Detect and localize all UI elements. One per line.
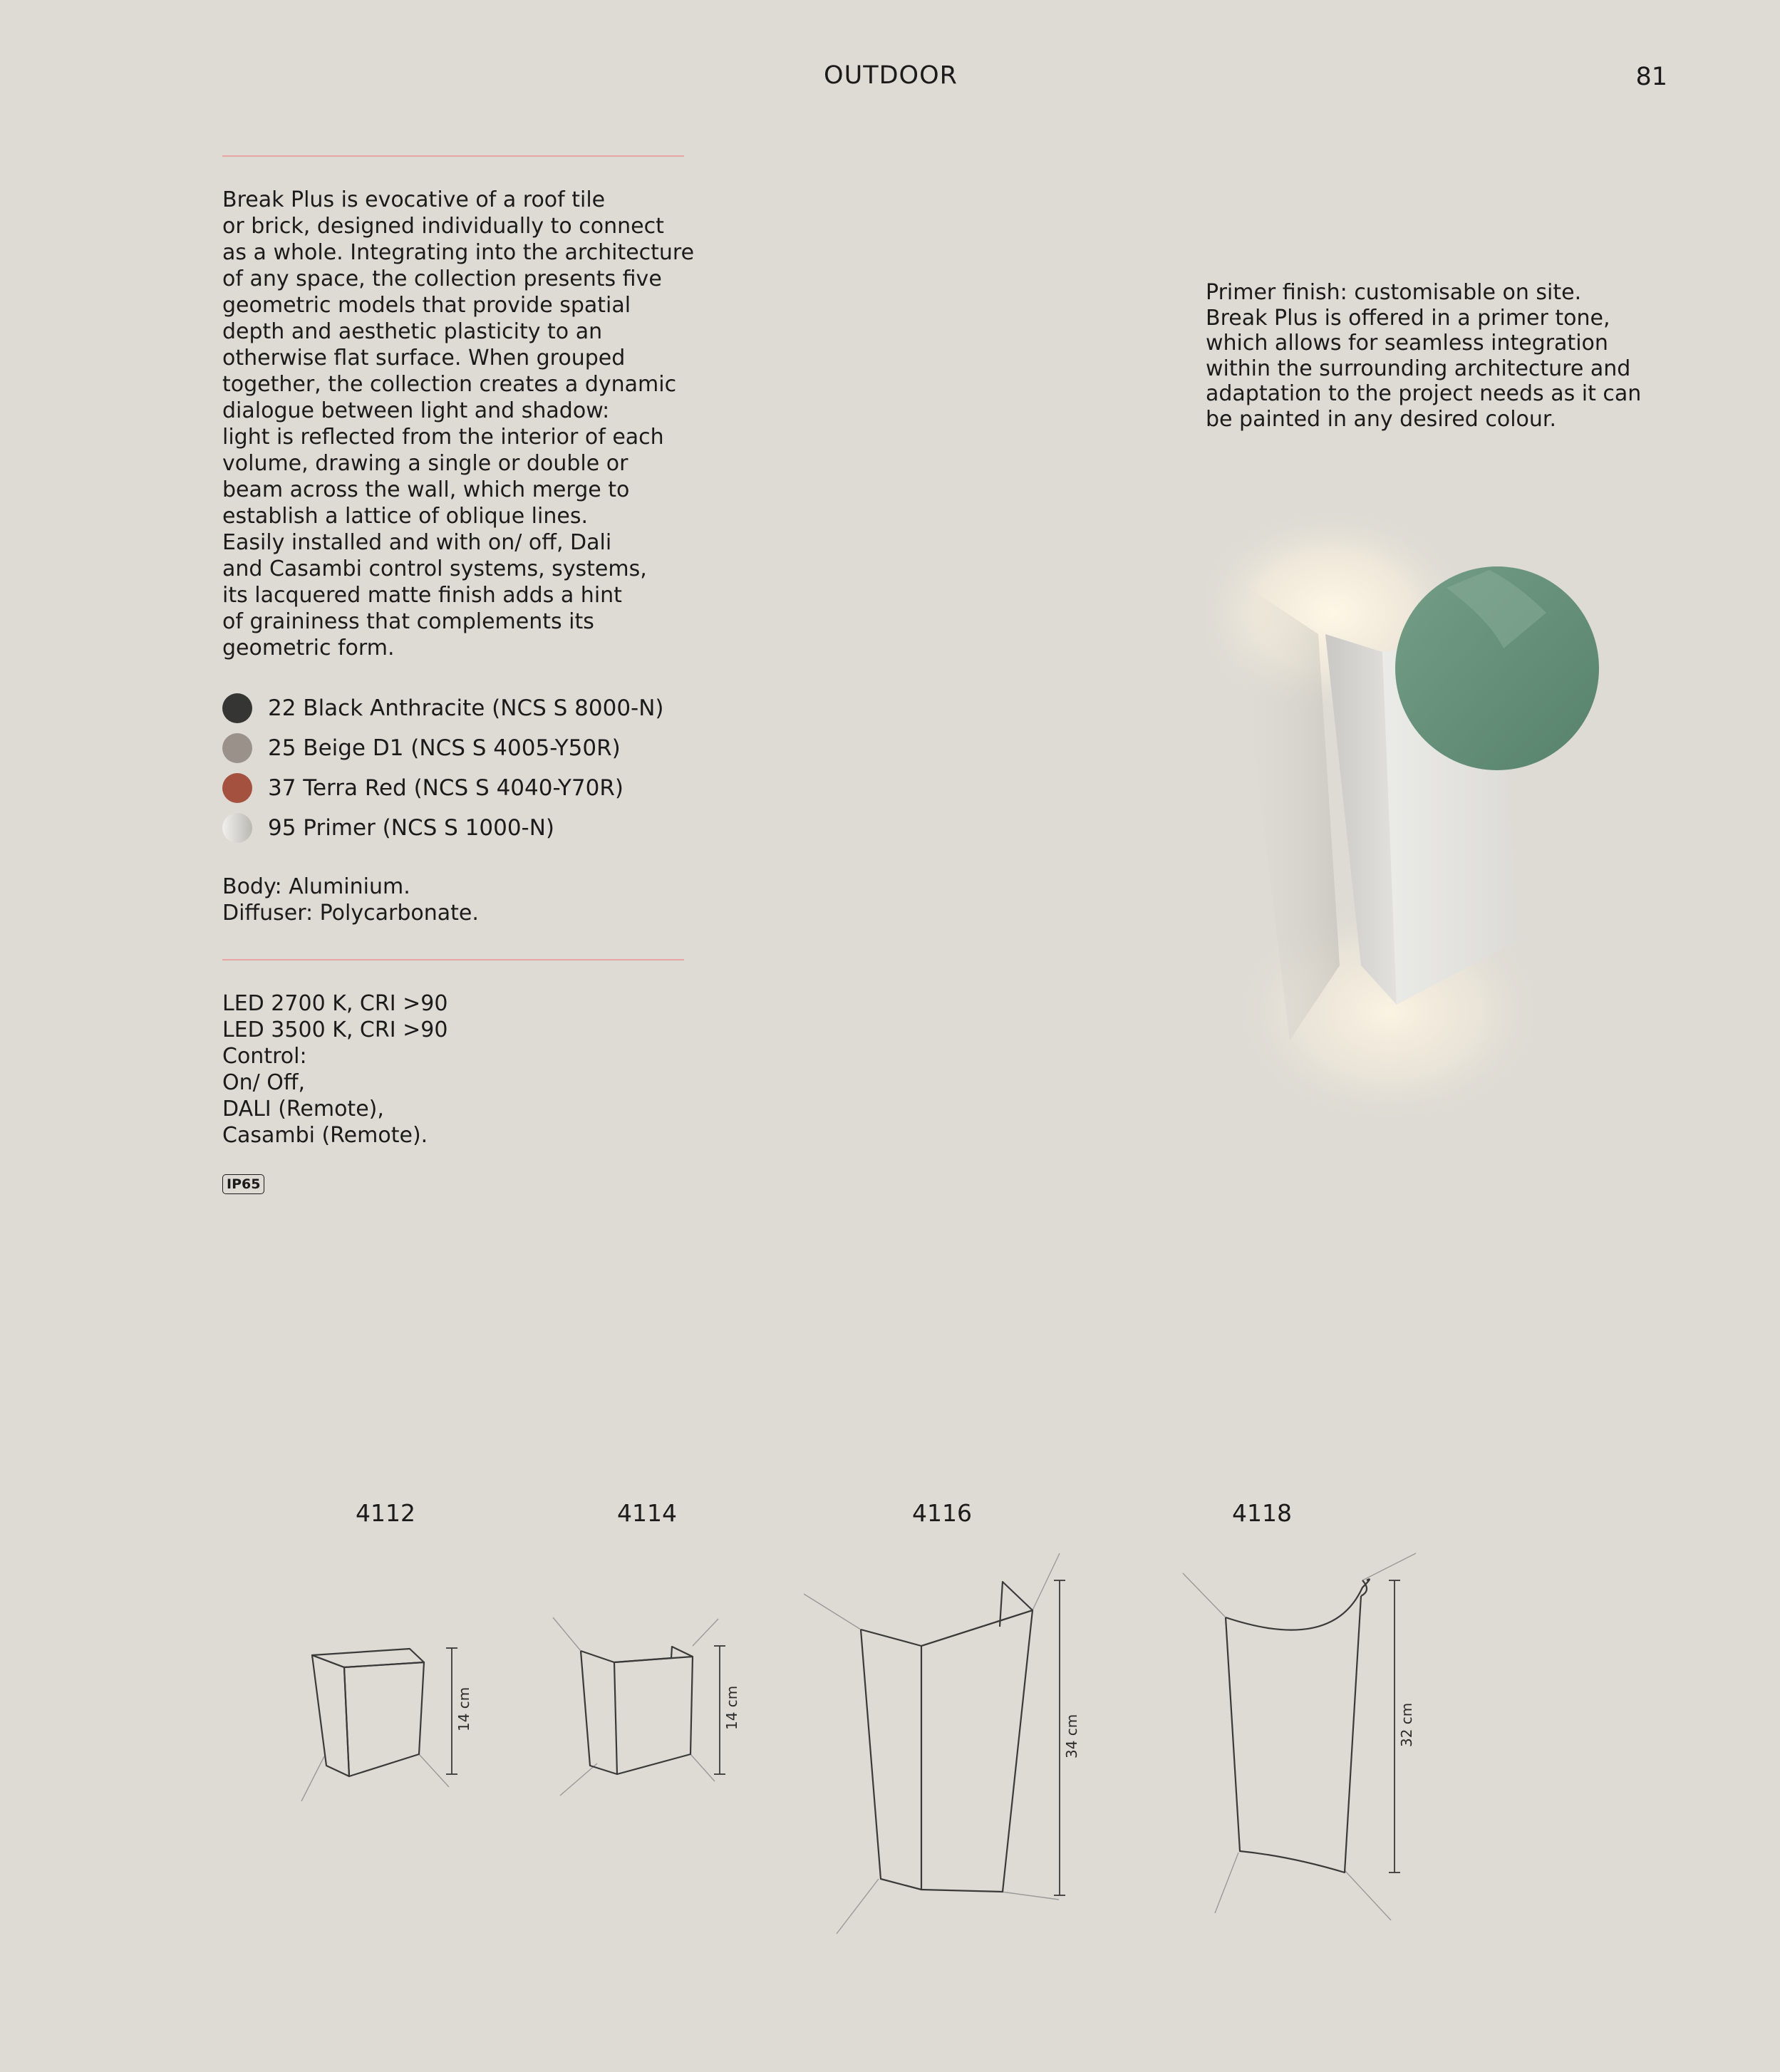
finish-item: [222, 728, 721, 768]
primer-line: which allows for seamless integration: [1206, 331, 1608, 356]
drawing-4116: [804, 1553, 1080, 1934]
finish-item: [222, 768, 721, 808]
spec-line: LED 2700 K, CRI >90: [222, 991, 448, 1016]
ip-rating-badge: IP65: [222, 1174, 264, 1194]
page-number: 81: [1635, 63, 1667, 91]
finish-swatch: [222, 773, 252, 803]
model-code: 4112: [356, 1499, 415, 1527]
intro-paragraph: [222, 187, 693, 661]
intro-line: and Casambi control systems, systems,: [222, 556, 647, 581]
spec-line: LED 3500 K, CRI >90: [222, 1017, 448, 1042]
finish-label: 37 Terra Red (NCS S 4040-Y70R): [268, 775, 623, 801]
material-diffuser: Diffuser: Polycarbonate.: [222, 901, 479, 926]
finish-item: [222, 808, 721, 848]
intro-line: light is reflected from the interior of each: [222, 425, 664, 450]
model-code: 4114: [617, 1499, 677, 1527]
materials-block: [222, 874, 479, 926]
spec-line: On/ Off,: [222, 1070, 306, 1095]
intro-line: as a whole. Integrating into the architecture: [222, 240, 695, 265]
product-hero-illustration: [1204, 499, 1646, 1140]
spec-line: Control:: [222, 1044, 307, 1069]
intro-line: Break Plus is evocative of a roof tile: [222, 187, 606, 212]
accent-divider-bottom: [222, 959, 684, 960]
dimension-label: 14 cm: [723, 1685, 740, 1730]
accent-divider-top: [222, 155, 684, 157]
material-body: Body: Aluminium.: [222, 874, 410, 899]
intro-line: Easily installed and with on/ off, Dali: [222, 530, 612, 555]
intro-line: of any space, the collection presents five: [222, 266, 662, 291]
drawing-4112: [301, 1648, 472, 1801]
intro-line: together, the collection creates a dynamic: [222, 372, 677, 397]
intro-line: geometric models that provide spatial: [222, 293, 631, 318]
spec-line: Casambi (Remote).: [222, 1123, 428, 1148]
primer-line: Primer finish: customisable on site.: [1206, 280, 1582, 305]
intro-line: dialogue between light and shadow:: [222, 398, 610, 423]
primer-paragraph: [1206, 280, 1669, 432]
finish-label: 22 Black Anthracite (NCS S 8000-N): [268, 695, 664, 721]
finish-label: 95 Primer (NCS S 1000-N): [268, 815, 555, 841]
dimension-label: 34 cm: [1063, 1714, 1080, 1758]
intro-line: depth and aesthetic plasticity to an: [222, 319, 603, 344]
intro-line: geometric form.: [222, 636, 395, 661]
finish-swatch: [222, 693, 252, 723]
intro-line: otherwise flat surface. When grouped: [222, 346, 626, 371]
dimension-label: 32 cm: [1398, 1702, 1415, 1747]
spec-line: DALI (Remote),: [222, 1097, 384, 1122]
drawing-4114: [553, 1617, 740, 1796]
intro-line: establish a lattice of oblique lines.: [222, 504, 588, 529]
primer-line: Break Plus is offered in a primer tone,: [1206, 305, 1610, 331]
finish-label: 25 Beige D1 (NCS S 4005-Y50R): [268, 735, 621, 761]
intro-line: beam across the wall, which merge to: [222, 477, 630, 502]
model-code: 4116: [912, 1499, 972, 1527]
finish-item: [222, 688, 721, 728]
intro-line: volume, drawing a single or double or: [222, 451, 628, 476]
intro-line: or brick, designed individually to connect: [222, 214, 664, 239]
finish-list: [222, 688, 721, 848]
section-title: OUTDOOR: [824, 61, 958, 90]
primer-line: be painted in any desired colour.: [1206, 406, 1557, 432]
technical-specs: [222, 990, 447, 1149]
finish-swatch: [222, 813, 252, 843]
dimension-label: 14 cm: [455, 1687, 472, 1731]
drawing-4118: [1183, 1553, 1416, 1920]
primer-line: within the surrounding architecture and: [1206, 356, 1631, 381]
intro-line: its lacquered matte finish adds a hint: [222, 583, 622, 608]
intro-line: of graininess that complements its: [222, 609, 594, 634]
model-code: 4118: [1232, 1499, 1292, 1527]
primer-line: adaptation to the project needs as it can: [1206, 381, 1642, 406]
finish-swatch: [222, 733, 252, 763]
